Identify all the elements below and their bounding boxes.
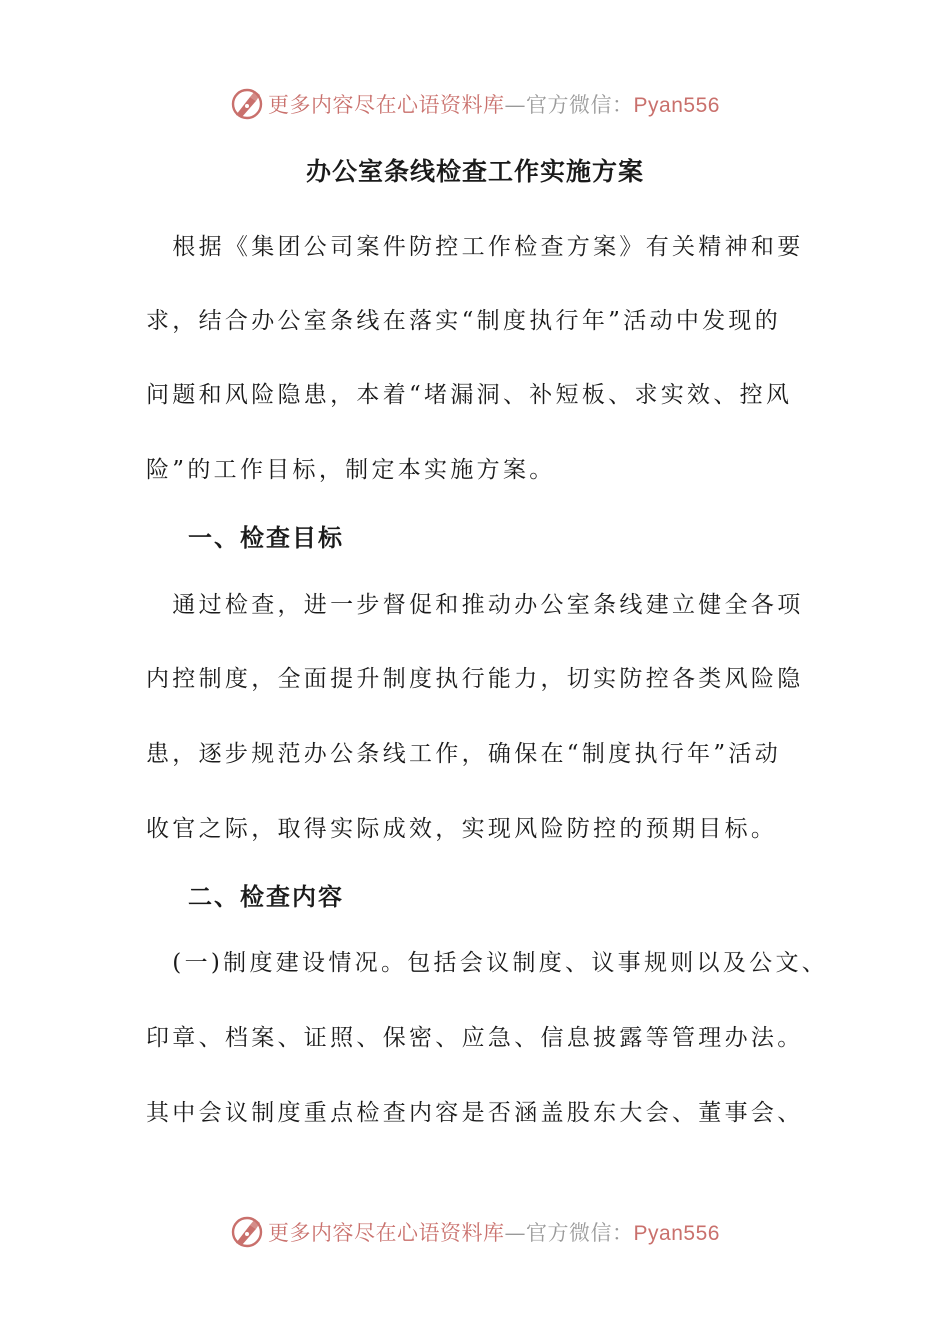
watermark-text: 更多内容尽在心语资料库—官方微信：Pyan556 bbox=[268, 93, 720, 117]
watermark-text: 更多内容尽在心语资料库—官方微信：Pyan556 bbox=[268, 1221, 720, 1245]
body-line: 印章、档案、证照、保密、应急、信息披露等管理办法。 bbox=[146, 1025, 804, 1051]
body-line: 内控制度，全面提升制度执行能力，切实防控各类风险隐 bbox=[146, 666, 804, 692]
body-line: 患，逐步规范办公条线工作，确保在“制度执行年”活动 bbox=[146, 741, 782, 767]
body-line: 问题和风险隐患，本着“堵漏洞、补短板、求实效、控风 bbox=[146, 382, 793, 408]
body-line: 收官之际，取得实际成效，实现风险防控的预期目标。 bbox=[146, 816, 778, 842]
document-title: 办公室条线检查工作实施方案 bbox=[305, 157, 644, 186]
watermark-header bbox=[0, 84, 950, 124]
section-heading-content: 二、检查内容 bbox=[188, 883, 344, 911]
section-heading-goals: 一、检查目标 bbox=[188, 524, 344, 552]
body-line: 求，结合办公室条线在落实“制度执行年”活动中发现的 bbox=[146, 308, 782, 334]
body-line: 险”的工作目标，制定本实施方案。 bbox=[146, 457, 556, 483]
body-line: 根据《集团公司案件防控工作检查方案》有关精神和要 bbox=[146, 234, 804, 260]
body-line: 通过检查，进一步督促和推动办公室条线建立健全各项 bbox=[146, 592, 804, 618]
body-line: (一)制度建设情况。包括会议制度、议事规则以及公文、 bbox=[146, 950, 829, 976]
body-line: 其中会议制度重点检查内容是否涵盖股东大会、董事会、 bbox=[146, 1100, 804, 1126]
watermark-footer bbox=[0, 1212, 950, 1252]
pen-nib-logo-icon bbox=[230, 87, 264, 121]
pen-nib-logo-icon bbox=[230, 1215, 264, 1249]
